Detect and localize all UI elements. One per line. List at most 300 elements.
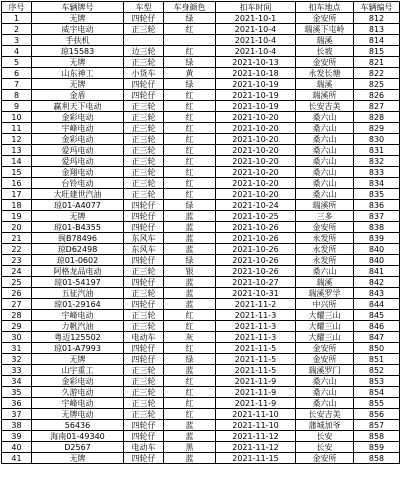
cell-index: 28 — [2, 310, 32, 321]
cell-color: 蓝 — [164, 244, 216, 255]
cell-vehicle-no: 841 — [354, 266, 400, 277]
cell-type: 正三轮 — [124, 145, 164, 156]
cell-type — [124, 35, 164, 46]
header-location: 扣车地点 — [296, 2, 354, 13]
cell-time: 2021-10-31 — [216, 288, 296, 299]
cell-plate: 阿格龙品电动 — [32, 266, 124, 277]
cell-color: 绿 — [164, 200, 216, 211]
table-row — [2, 277, 400, 288]
cell-location: 长安吉美 — [296, 101, 354, 112]
cell-type: 正三轮 — [124, 409, 164, 420]
cell-location: 瑞溪下屯岭 — [296, 24, 354, 35]
cell-time: 2021-10-4 — [216, 46, 296, 57]
cell-time: 2021-10-27 — [216, 277, 296, 288]
cell-index: 31 — [2, 343, 32, 354]
table-row — [2, 233, 400, 244]
cell-type: 四轮仔 — [124, 431, 164, 442]
cell-index: 38 — [2, 420, 32, 431]
cell-location: 蒲城加爷 — [296, 420, 354, 431]
cell-color: 红 — [164, 123, 216, 134]
cell-type: 四轮仔 — [124, 211, 164, 222]
cell-index: 25 — [2, 277, 32, 288]
cell-location: 瑞溪罗门 — [296, 365, 354, 376]
table-row — [2, 211, 400, 222]
cell-color: 红 — [164, 145, 216, 156]
table-row — [2, 376, 400, 387]
table-row — [2, 453, 400, 464]
table-row — [2, 13, 400, 24]
cell-plate: 宇峰电动 — [32, 398, 124, 409]
cell-time: 2021-11-15 — [216, 453, 296, 464]
cell-plate: 久游电动 — [32, 387, 124, 398]
cell-plate: 爱玛电动 — [32, 156, 124, 167]
cell-plate: 琼15583 — [32, 46, 124, 57]
cell-color: 蓝 — [164, 211, 216, 222]
cell-index: 26 — [2, 288, 32, 299]
header-color: 车身颜色 — [164, 2, 216, 13]
cell-plate: 琼01-0602 — [32, 255, 124, 266]
cell-type: 四轮仔 — [124, 79, 164, 90]
table-row — [2, 343, 400, 354]
table-row — [2, 431, 400, 442]
cell-type: 正三轮 — [124, 134, 164, 145]
cell-index: 13 — [2, 145, 32, 156]
cell-vehicle-no: 852 — [354, 365, 400, 376]
cell-vehicle-no: 855 — [354, 398, 400, 409]
cell-type: 正三轮 — [124, 123, 164, 134]
cell-plate: 山宇重工 — [32, 365, 124, 376]
cell-color: 红 — [164, 90, 216, 101]
cell-time: 2021-10-20 — [216, 178, 296, 189]
cell-location: 瑞溪罗学 — [296, 288, 354, 299]
cell-plate: 力帆汽油 — [32, 321, 124, 332]
cell-location: 桑六山 — [296, 123, 354, 134]
header-row — [2, 2, 400, 13]
cell-location: 金安所 — [296, 354, 354, 365]
cell-time: 2021-11-5 — [216, 365, 296, 376]
cell-index: 8 — [2, 90, 32, 101]
cell-index: 24 — [2, 266, 32, 277]
cell-vehicle-no: 851 — [354, 354, 400, 365]
cell-index: 39 — [2, 431, 32, 442]
cell-color: 蓝 — [164, 453, 216, 464]
cell-type: 四轮仔 — [124, 90, 164, 101]
cell-plate: 宇峰电动 — [32, 310, 124, 321]
cell-time: 2021-11-2 — [216, 299, 296, 310]
cell-location: 长安 — [296, 442, 354, 453]
cell-type: 正三轮 — [124, 398, 164, 409]
cell-plate: 金盾 — [32, 90, 124, 101]
cell-color: 蓝 — [164, 365, 216, 376]
cell-vehicle-no: 813 — [354, 24, 400, 35]
cell-time: 2021-10-24 — [216, 200, 296, 211]
cell-time: 2021-10-4 — [216, 35, 296, 46]
table-row — [2, 255, 400, 266]
cell-vehicle-no: 857 — [354, 420, 400, 431]
cell-type: 正三轮 — [124, 178, 164, 189]
cell-index: 20 — [2, 222, 32, 233]
cell-index: 34 — [2, 376, 32, 387]
cell-type: 正三轮 — [124, 288, 164, 299]
header-type: 车型 — [124, 2, 164, 13]
cell-color: 蓝 — [164, 233, 216, 244]
cell-type: 正三轮 — [124, 112, 164, 123]
cell-vehicle-no: 844 — [354, 299, 400, 310]
cell-vehicle-no: 858 — [354, 431, 400, 442]
cell-vehicle-no: 835 — [354, 189, 400, 200]
cell-plate: 56436 — [32, 420, 124, 431]
table-row — [2, 101, 400, 112]
cell-time: 2021-10-20 — [216, 189, 296, 200]
table-row — [2, 266, 400, 277]
cell-time: 2021-10-20 — [216, 167, 296, 178]
cell-time: 2021-10-26 — [216, 255, 296, 266]
cell-index: 19 — [2, 211, 32, 222]
cell-vehicle-no: 842 — [354, 277, 400, 288]
cell-vehicle-no: 846 — [354, 321, 400, 332]
cell-type: 正三轮 — [124, 189, 164, 200]
cell-color: 绿 — [164, 354, 216, 365]
cell-location: 瑞溪 — [296, 79, 354, 90]
cell-color: 蓝 — [164, 222, 216, 233]
cell-time: 2021-11-12 — [216, 431, 296, 442]
cell-index: 30 — [2, 332, 32, 343]
cell-time: 2021-11-9 — [216, 398, 296, 409]
cell-plate: 琼01-54197 — [32, 277, 124, 288]
cell-vehicle-no: 836 — [354, 200, 400, 211]
cell-location: 桑六山 — [296, 112, 354, 123]
cell-location: 长坡 — [296, 46, 354, 57]
header-plate: 车辆牌号 — [32, 2, 124, 13]
cell-time: 2021-10-26 — [216, 266, 296, 277]
header-time: 扣车时间 — [216, 2, 296, 13]
cell-color: 绿 — [164, 79, 216, 90]
table-row — [2, 57, 400, 68]
table-row — [2, 46, 400, 57]
cell-location: 瑞溪所 — [296, 90, 354, 101]
cell-color: 蓝 — [164, 431, 216, 442]
cell-plate: 琼01-B4355 — [32, 222, 124, 233]
cell-index: 35 — [2, 387, 32, 398]
cell-color: 红 — [164, 24, 216, 35]
cell-color — [164, 35, 216, 46]
cell-type: 四轮仔 — [124, 453, 164, 464]
cell-location: 桑六山 — [296, 398, 354, 409]
cell-plate: 五征汽油 — [32, 288, 124, 299]
cell-index: 17 — [2, 189, 32, 200]
cell-vehicle-no: 856 — [354, 409, 400, 420]
table-row — [2, 156, 400, 167]
cell-plate: 威宇电动 — [32, 24, 124, 35]
cell-vehicle-no: 831 — [354, 145, 400, 156]
cell-index: 3 — [2, 35, 32, 46]
cell-vehicle-no: 825 — [354, 79, 400, 90]
cell-location: 中兴所 — [296, 299, 354, 310]
cell-color: 绿 — [164, 13, 216, 24]
cell-location: 长安吉美 — [296, 409, 354, 420]
cell-time: 2021-10-18 — [216, 68, 296, 79]
cell-type: 四轮仔 — [124, 200, 164, 211]
header-vehicle-no: 车辆编号 — [354, 2, 400, 13]
cell-vehicle-no: 829 — [354, 123, 400, 134]
cell-time: 2021-10-20 — [216, 112, 296, 123]
cell-vehicle-no: 845 — [354, 310, 400, 321]
cell-plate: 无牌电动 — [32, 409, 124, 420]
cell-time: 2021-10-25 — [216, 211, 296, 222]
cell-index: 41 — [2, 453, 32, 464]
table-row — [2, 189, 400, 200]
table-row — [2, 420, 400, 431]
cell-plate: 金彩电动 — [32, 112, 124, 123]
cell-index: 32 — [2, 354, 32, 365]
cell-color: 蓝 — [164, 288, 216, 299]
table-row — [2, 321, 400, 332]
cell-color: 红 — [164, 134, 216, 145]
table-row — [2, 387, 400, 398]
cell-type: 四轮仔 — [124, 255, 164, 266]
cell-color: 红 — [164, 387, 216, 398]
table-row — [2, 200, 400, 211]
cell-type: 正三轮 — [124, 365, 164, 376]
cell-time: 2021-11-9 — [216, 387, 296, 398]
cell-plate: 赢利天下电动 — [32, 101, 124, 112]
cell-time: 2021-10-26 — [216, 244, 296, 255]
cell-time: 2021-10-26 — [216, 233, 296, 244]
cell-color: 红 — [164, 156, 216, 167]
cell-color: 蓝 — [164, 420, 216, 431]
cell-index: 37 — [2, 409, 32, 420]
cell-vehicle-no: 858 — [354, 453, 400, 464]
table-row — [2, 134, 400, 145]
cell-type: 正三轮 — [124, 101, 164, 112]
cell-time: 2021-11-3 — [216, 332, 296, 343]
cell-color: 红 — [164, 376, 216, 387]
cell-plate: 大旺建世汽油 — [32, 189, 124, 200]
table-row — [2, 123, 400, 134]
cell-color: 红 — [164, 398, 216, 409]
cell-plate: 无牌 — [32, 211, 124, 222]
cell-location: 金安所 — [296, 57, 354, 68]
cell-vehicle-no: 854 — [354, 387, 400, 398]
cell-type: 四轮仔 — [124, 13, 164, 24]
cell-vehicle-no: 834 — [354, 178, 400, 189]
cell-plate: 无牌 — [32, 57, 124, 68]
cell-vehicle-no: 812 — [354, 13, 400, 24]
table-row — [2, 332, 400, 343]
cell-plate: D2567 — [32, 442, 124, 453]
cell-plate: 无牌 — [32, 453, 124, 464]
cell-vehicle-no: 828 — [354, 112, 400, 123]
table-row — [2, 299, 400, 310]
cell-plate: 金彩电动 — [32, 134, 124, 145]
cell-type: 边三轮 — [124, 46, 164, 57]
table-row — [2, 167, 400, 178]
cell-location: 金安所 — [296, 13, 354, 24]
cell-plate: 无牌 — [32, 354, 124, 365]
cell-time: 2021-10-4 — [216, 24, 296, 35]
cell-type: 电动车 — [124, 442, 164, 453]
cell-location: 桑六山 — [296, 376, 354, 387]
cell-index: 11 — [2, 123, 32, 134]
cell-index: 5 — [2, 57, 32, 68]
cell-type: 正三轮 — [124, 376, 164, 387]
cell-type: 正三轮 — [124, 57, 164, 68]
cell-vehicle-no: 833 — [354, 167, 400, 178]
cell-time: 2021-10-1 — [216, 13, 296, 24]
cell-index: 4 — [2, 46, 32, 57]
cell-index: 16 — [2, 178, 32, 189]
cell-plate: 琼01-29164 — [32, 299, 124, 310]
cell-location: 金安所 — [296, 343, 354, 354]
cell-type: 四轮仔 — [124, 277, 164, 288]
cell-time: 2021-11-3 — [216, 310, 296, 321]
cell-vehicle-no: 840 — [354, 244, 400, 255]
cell-time: 2021-11-10 — [216, 420, 296, 431]
cell-color: 蓝 — [164, 299, 216, 310]
cell-location: 金安所 — [296, 453, 354, 464]
cell-time: 2021-11-3 — [216, 321, 296, 332]
cell-index: 6 — [2, 68, 32, 79]
cell-color: 红 — [164, 189, 216, 200]
cell-location: 瑞溪 — [296, 277, 354, 288]
cell-vehicle-no: 853 — [354, 376, 400, 387]
cell-type: 东风车 — [124, 233, 164, 244]
cell-vehicle-no: 830 — [354, 134, 400, 145]
cell-vehicle-no: 838 — [354, 222, 400, 233]
cell-vehicle-no: 847 — [354, 332, 400, 343]
cell-location: 永发所 — [296, 255, 354, 266]
cell-time: 2021-10-20 — [216, 123, 296, 134]
cell-index: 15 — [2, 167, 32, 178]
table-row — [2, 145, 400, 156]
cell-index: 12 — [2, 134, 32, 145]
table-row — [2, 398, 400, 409]
cell-location: 长安 — [296, 431, 354, 442]
cell-location: 永发所 — [296, 233, 354, 244]
table-row — [2, 442, 400, 453]
cell-time: 2021-10-20 — [216, 156, 296, 167]
cell-color: 绿 — [164, 57, 216, 68]
cell-vehicle-no: 840 — [354, 255, 400, 266]
cell-color: 红 — [164, 112, 216, 123]
cell-vehicle-no: 822 — [354, 68, 400, 79]
cell-plate: 宇峰电动 — [32, 123, 124, 134]
table-row — [2, 354, 400, 365]
cell-color: 黑 — [164, 442, 216, 453]
table-row — [2, 112, 400, 123]
cell-time: 2021-11-9 — [216, 376, 296, 387]
cell-time: 2021-10-19 — [216, 79, 296, 90]
cell-plate: 无牌 — [32, 79, 124, 90]
cell-color: 绿 — [164, 255, 216, 266]
table-row — [2, 35, 400, 46]
cell-location: 桑六山 — [296, 167, 354, 178]
table-row — [2, 24, 400, 35]
table-row — [2, 365, 400, 376]
cell-index: 2 — [2, 24, 32, 35]
cell-location: 永发长塘 — [296, 68, 354, 79]
cell-color: 红 — [164, 321, 216, 332]
cell-color: 红 — [164, 167, 216, 178]
cell-index: 29 — [2, 321, 32, 332]
cell-type: 四轮仔 — [124, 222, 164, 233]
cell-vehicle-no: 814 — [354, 35, 400, 46]
cell-time: 2021-10-20 — [216, 134, 296, 145]
cell-index: 33 — [2, 365, 32, 376]
table-row — [2, 68, 400, 79]
table-row — [2, 79, 400, 90]
cell-plate: 闽B78496 — [32, 233, 124, 244]
cell-vehicle-no: 815 — [354, 46, 400, 57]
cell-type: 四轮仔 — [124, 354, 164, 365]
cell-index: 27 — [2, 299, 32, 310]
cell-location: 瑞溪所 — [296, 200, 354, 211]
cell-plate: 海南01-49340 — [32, 431, 124, 442]
cell-time: 2021-11-12 — [216, 442, 296, 453]
cell-type: 正三轮 — [124, 156, 164, 167]
cell-index: 40 — [2, 442, 32, 453]
table-row — [2, 288, 400, 299]
cell-vehicle-no: 827 — [354, 101, 400, 112]
cell-index: 23 — [2, 255, 32, 266]
cell-type: 四轮仔 — [124, 343, 164, 354]
cell-type: 四轮仔 — [124, 420, 164, 431]
cell-index: 14 — [2, 156, 32, 167]
cell-type: 小货车 — [124, 68, 164, 79]
cell-location: 大耀三山 — [296, 332, 354, 343]
cell-vehicle-no: 839 — [354, 233, 400, 244]
cell-plate: 琼D62498 — [32, 244, 124, 255]
cell-time: 2021-10-19 — [216, 101, 296, 112]
cell-color: 红 — [164, 46, 216, 57]
cell-location: 永发所 — [296, 244, 354, 255]
cell-location: 桑六山 — [296, 134, 354, 145]
cell-type: 正三轮 — [124, 167, 164, 178]
table-row — [2, 90, 400, 101]
cell-plate: 山东神工 — [32, 68, 124, 79]
cell-color: 红 — [164, 178, 216, 189]
cell-plate: 爱玛电动 — [32, 145, 124, 156]
cell-time: 2021-10-20 — [216, 145, 296, 156]
header-index: 序号 — [2, 2, 32, 13]
cell-vehicle-no: 859 — [354, 442, 400, 453]
cell-vehicle-no: 821 — [354, 57, 400, 68]
cell-type: 东风车 — [124, 244, 164, 255]
cell-index: 10 — [2, 112, 32, 123]
cell-type: 正三轮 — [124, 310, 164, 321]
cell-time: 2021-10-19 — [216, 90, 296, 101]
cell-time: 2021-11-10 — [216, 409, 296, 420]
cell-index: 9 — [2, 101, 32, 112]
cell-color: 黄 — [164, 68, 216, 79]
cell-location: 桑六山 — [296, 387, 354, 398]
cell-type: 正三轮 — [124, 387, 164, 398]
cell-time: 2021-11-5 — [216, 354, 296, 365]
cell-color: 红 — [164, 101, 216, 112]
cell-color: 灰 — [164, 332, 216, 343]
cell-location: 金安所 — [296, 222, 354, 233]
cell-location: 大耀三山 — [296, 321, 354, 332]
cell-location: 瑞溪 — [296, 35, 354, 46]
cell-type: 正三轮 — [124, 321, 164, 332]
cell-index: 21 — [2, 233, 32, 244]
cell-index: 18 — [2, 200, 32, 211]
cell-plate: 琼01-A7993 — [32, 343, 124, 354]
cell-vehicle-no: 837 — [354, 211, 400, 222]
cell-type: 正三轮 — [124, 24, 164, 35]
cell-color: 红 — [164, 343, 216, 354]
cell-index: 1 — [2, 13, 32, 24]
